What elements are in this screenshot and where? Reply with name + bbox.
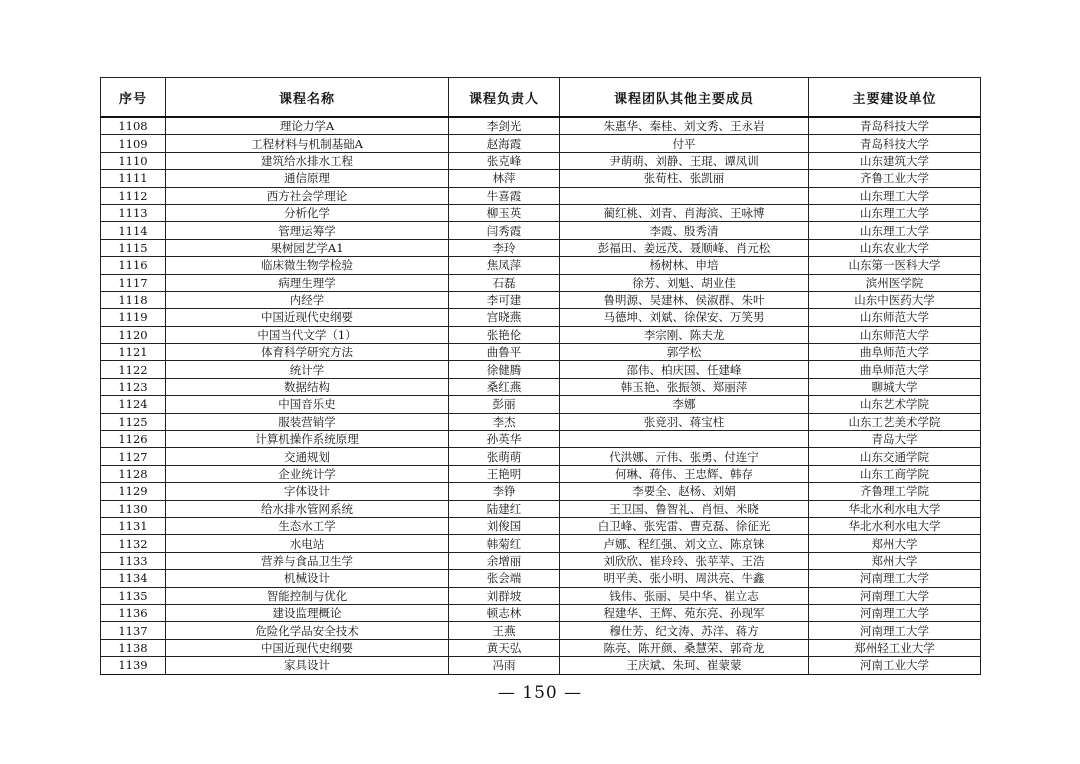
course-table (100, 77, 981, 675)
cell-institution: 河南理工大学 (809, 587, 981, 604)
cell-course-lead: 刘俊国 (449, 517, 560, 534)
cell-index: 1110 (101, 152, 166, 169)
cell-team-members: 李要全、赵杨、刘娟 (560, 483, 809, 500)
cell-index: 1114 (101, 222, 166, 239)
cell-course-lead: 冯雨 (449, 657, 560, 674)
cell-course-lead: 林萍 (449, 170, 560, 187)
cell-course-name: 西方社会学理论 (166, 187, 449, 204)
cell-institution: 山东工艺美术学院 (809, 413, 981, 430)
cell-institution: 青岛科技大学 (809, 135, 981, 152)
cell-institution: 郑州轻工业大学 (809, 639, 981, 656)
cell-index: 1116 (101, 257, 166, 274)
cell-team-members: 徐芳、刘魁、胡业佳 (560, 274, 809, 291)
cell-course-lead: 孙英华 (449, 431, 560, 448)
cell-index: 1121 (101, 344, 166, 361)
cell-course-name: 病理生理学 (166, 274, 449, 291)
cell-course-name: 中国近现代史纲要 (166, 639, 449, 656)
header-row (101, 78, 981, 118)
cell-index: 1112 (101, 187, 166, 204)
cell-course-lead: 桑红燕 (449, 378, 560, 395)
cell-index: 1136 (101, 604, 166, 621)
table-row (101, 657, 981, 674)
cell-course-lead: 刘群坡 (449, 587, 560, 604)
cell-course-lead: 张艳伦 (449, 326, 560, 343)
cell-institution: 郑州大学 (809, 535, 981, 552)
cell-index: 1132 (101, 535, 166, 552)
cell-team-members: 彭福田、姜远茂、聂顺峰、肖元松 (560, 239, 809, 256)
header-institution: 主要建设单位 (809, 78, 981, 118)
cell-course-lead: 宫晓燕 (449, 309, 560, 326)
cell-team-members: 张荀柱、张凯丽 (560, 170, 809, 187)
cell-course-name: 内经学 (166, 291, 449, 308)
cell-course-lead: 牛喜霞 (449, 187, 560, 204)
cell-team-members: 李宗刚、陈夫龙 (560, 326, 809, 343)
cell-team-members: 明平美、张小明、周洪亮、牛鑫 (560, 570, 809, 587)
cell-index: 1130 (101, 500, 166, 517)
cell-institution: 齐鲁理工学院 (809, 483, 981, 500)
table-row (101, 291, 981, 308)
table-row (101, 517, 981, 534)
cell-course-name: 家具设计 (166, 657, 449, 674)
header-team-members: 课程团队其他主要成员 (560, 78, 809, 118)
cell-course-lead: 李玲 (449, 239, 560, 256)
cell-course-name: 机械设计 (166, 570, 449, 587)
cell-course-lead: 石磊 (449, 274, 560, 291)
table-row (101, 344, 981, 361)
table-row (101, 396, 981, 413)
cell-course-name: 建筑给水排水工程 (166, 152, 449, 169)
cell-team-members: 尹萌萌、刘静、王琨、谭凤训 (560, 152, 809, 169)
cell-index: 1138 (101, 639, 166, 656)
cell-course-lead: 李杰 (449, 413, 560, 430)
cell-team-members: 卢娜、程红强、刘文立、陈京铼 (560, 535, 809, 552)
cell-index: 1115 (101, 239, 166, 256)
cell-index: 1133 (101, 552, 166, 569)
cell-team-members: 李霞、殷秀清 (560, 222, 809, 239)
cell-course-lead: 韩菊红 (449, 535, 560, 552)
cell-team-members: 刘欣欣、崔玲玲、张苹苹、王浩 (560, 552, 809, 569)
table-row (101, 117, 981, 135)
table-row (101, 187, 981, 204)
cell-course-name: 建设监理概论 (166, 604, 449, 621)
cell-course-name: 管理运筹学 (166, 222, 449, 239)
cell-institution: 滨州医学院 (809, 274, 981, 291)
cell-institution: 山东工商学院 (809, 465, 981, 482)
cell-course-name: 交通规划 (166, 448, 449, 465)
cell-institution: 郑州大学 (809, 552, 981, 569)
cell-course-name: 通信原理 (166, 170, 449, 187)
cell-institution: 山东农业大学 (809, 239, 981, 256)
cell-course-name: 给水排水管网系统 (166, 500, 449, 517)
cell-course-lead: 顿志林 (449, 604, 560, 621)
cell-team-members: 郭学松 (560, 344, 809, 361)
cell-team-members: 朱惠华、秦桂、刘文秀、王永岩 (560, 117, 809, 135)
cell-team-members: 张竞羽、蒋宝柱 (560, 413, 809, 430)
cell-index: 1124 (101, 396, 166, 413)
cell-course-lead: 闫秀霞 (449, 222, 560, 239)
table-row (101, 378, 981, 395)
cell-index: 1135 (101, 587, 166, 604)
cell-institution: 青岛大学 (809, 431, 981, 448)
cell-index: 1125 (101, 413, 166, 430)
table-row (101, 361, 981, 378)
table-row (101, 170, 981, 187)
table-row (101, 500, 981, 517)
cell-course-name: 中国当代文学（1） (166, 326, 449, 343)
cell-course-lead: 柳玉英 (449, 204, 560, 221)
table-row (101, 431, 981, 448)
cell-index: 1128 (101, 465, 166, 482)
cell-course-lead: 李可建 (449, 291, 560, 308)
cell-course-lead: 陆建红 (449, 500, 560, 517)
cell-course-name: 工程材料与机制基础A (166, 135, 449, 152)
table-row (101, 552, 981, 569)
cell-course-name: 中国音乐史 (166, 396, 449, 413)
cell-institution: 河南理工大学 (809, 622, 981, 639)
cell-team-members: 白卫峰、张宪雷、曹克磊、徐征光 (560, 517, 809, 534)
cell-course-lead: 彭丽 (449, 396, 560, 413)
cell-course-lead: 王艳明 (449, 465, 560, 482)
cell-course-lead: 徐健腾 (449, 361, 560, 378)
cell-institution: 山东艺术学院 (809, 396, 981, 413)
cell-institution: 山东师范大学 (809, 326, 981, 343)
table-row (101, 413, 981, 430)
cell-course-name: 果树园艺学A1 (166, 239, 449, 256)
cell-course-lead: 张萌萌 (449, 448, 560, 465)
table-row (101, 465, 981, 482)
cell-index: 1117 (101, 274, 166, 291)
table-row (101, 309, 981, 326)
table-row (101, 604, 981, 621)
cell-team-members: 付平 (560, 135, 809, 152)
cell-team-members: 鲁明源、吴建林、侯淑群、朱叶 (560, 291, 809, 308)
cell-course-lead: 张会端 (449, 570, 560, 587)
cell-index: 1131 (101, 517, 166, 534)
cell-institution: 齐鲁工业大学 (809, 170, 981, 187)
cell-institution: 山东第一医科大学 (809, 257, 981, 274)
cell-institution: 山东中医药大学 (809, 291, 981, 308)
cell-index: 1137 (101, 622, 166, 639)
table-row (101, 326, 981, 343)
cell-course-lead: 曲鲁平 (449, 344, 560, 361)
cell-course-lead: 余增丽 (449, 552, 560, 569)
cell-institution: 山东理工大学 (809, 187, 981, 204)
table-row (101, 204, 981, 221)
cell-institution: 华北水利水电大学 (809, 500, 981, 517)
cell-course-name: 营养与食品卫生学 (166, 552, 449, 569)
table-row (101, 639, 981, 656)
cell-course-name: 水电站 (166, 535, 449, 552)
cell-institution: 河南工业大学 (809, 657, 981, 674)
cell-team-members: 韩玉艳、张振领、郑丽萍 (560, 378, 809, 395)
cell-course-name: 智能控制与优化 (166, 587, 449, 604)
cell-institution: 河南理工大学 (809, 570, 981, 587)
cell-course-lead: 赵海霞 (449, 135, 560, 152)
cell-institution: 山东理工大学 (809, 222, 981, 239)
cell-institution: 山东师范大学 (809, 309, 981, 326)
cell-index: 1134 (101, 570, 166, 587)
cell-team-members: 钱伟、张丽、吴中华、崔立志 (560, 587, 809, 604)
table-row (101, 257, 981, 274)
table-row (101, 535, 981, 552)
cell-team-members: 程建华、王辉、苑东亮、孙现军 (560, 604, 809, 621)
cell-team-members: 王庆斌、朱珂、崔蒙蒙 (560, 657, 809, 674)
cell-institution: 青岛科技大学 (809, 117, 981, 135)
table-body (101, 117, 981, 674)
cell-index: 1108 (101, 117, 166, 135)
cell-course-name: 危险化学品安全技术 (166, 622, 449, 639)
cell-course-name: 临床微生物学检验 (166, 257, 449, 274)
table-row (101, 483, 981, 500)
table-row (101, 135, 981, 152)
cell-course-name: 统计学 (166, 361, 449, 378)
cell-institution: 华北水利水电大学 (809, 517, 981, 534)
cell-index: 1139 (101, 657, 166, 674)
cell-team-members (560, 431, 809, 448)
cell-index: 1127 (101, 448, 166, 465)
cell-course-lead: 张克峰 (449, 152, 560, 169)
table-row (101, 239, 981, 256)
cell-index: 1111 (101, 170, 166, 187)
cell-course-name: 计算机操作系统原理 (166, 431, 449, 448)
cell-team-members: 杨树林、申培 (560, 257, 809, 274)
cell-course-lead: 焦凤萍 (449, 257, 560, 274)
cell-course-name: 理论力学A (166, 117, 449, 135)
cell-index: 1120 (101, 326, 166, 343)
cell-institution: 山东理工大学 (809, 204, 981, 221)
table-row (101, 222, 981, 239)
cell-institution: 河南理工大学 (809, 604, 981, 621)
cell-team-members: 邵伟、柏庆国、任建峰 (560, 361, 809, 378)
cell-index: 1123 (101, 378, 166, 395)
cell-index: 1126 (101, 431, 166, 448)
cell-index: 1109 (101, 135, 166, 152)
table-row (101, 152, 981, 169)
cell-course-name: 生态水工学 (166, 517, 449, 534)
header-index: 序号 (101, 78, 166, 118)
cell-course-lead: 李铮 (449, 483, 560, 500)
cell-team-members (560, 187, 809, 204)
cell-institution: 曲阜师范大学 (809, 344, 981, 361)
cell-institution: 曲阜师范大学 (809, 361, 981, 378)
cell-institution: 山东建筑大学 (809, 152, 981, 169)
cell-course-name: 数据结构 (166, 378, 449, 395)
cell-index: 1118 (101, 291, 166, 308)
header-course-lead: 课程负责人 (449, 78, 560, 118)
cell-team-members: 陈亮、陈开颜、桑慧荣、郭奇龙 (560, 639, 809, 656)
cell-institution: 聊城大学 (809, 378, 981, 395)
cell-team-members: 蔺红桃、刘青、肖海滨、王咏博 (560, 204, 809, 221)
table-row (101, 448, 981, 465)
table-row (101, 570, 981, 587)
cell-course-name: 体育科学研究方法 (166, 344, 449, 361)
table-header (101, 78, 981, 118)
cell-course-name: 分析化学 (166, 204, 449, 221)
cell-course-lead: 王燕 (449, 622, 560, 639)
cell-team-members: 李娜 (560, 396, 809, 413)
cell-course-name: 字体设计 (166, 483, 449, 500)
cell-team-members: 何琳、蒋伟、王忠辉、韩存 (560, 465, 809, 482)
cell-index: 1129 (101, 483, 166, 500)
cell-course-name: 服装营销学 (166, 413, 449, 430)
cell-institution: 山东交通学院 (809, 448, 981, 465)
cell-team-members: 王卫国、鲁智礼、肖恒、米晓 (560, 500, 809, 517)
cell-team-members: 穆仕芳、纪文涛、苏洋、蒋方 (560, 622, 809, 639)
cell-team-members: 代洪娜、亓伟、张勇、付连宁 (560, 448, 809, 465)
table-row (101, 587, 981, 604)
cell-course-lead: 李剑光 (449, 117, 560, 135)
table-row (101, 622, 981, 639)
cell-index: 1122 (101, 361, 166, 378)
page-number: — 150 — (497, 683, 583, 703)
cell-index: 1113 (101, 204, 166, 221)
cell-course-name: 企业统计学 (166, 465, 449, 482)
cell-index: 1119 (101, 309, 166, 326)
header-course-name: 课程名称 (166, 78, 449, 118)
cell-course-name: 中国近现代史纲要 (166, 309, 449, 326)
cell-team-members: 马德坤、刘斌、徐保安、万笑男 (560, 309, 809, 326)
cell-course-lead: 黄天弘 (449, 639, 560, 656)
table-row (101, 274, 981, 291)
